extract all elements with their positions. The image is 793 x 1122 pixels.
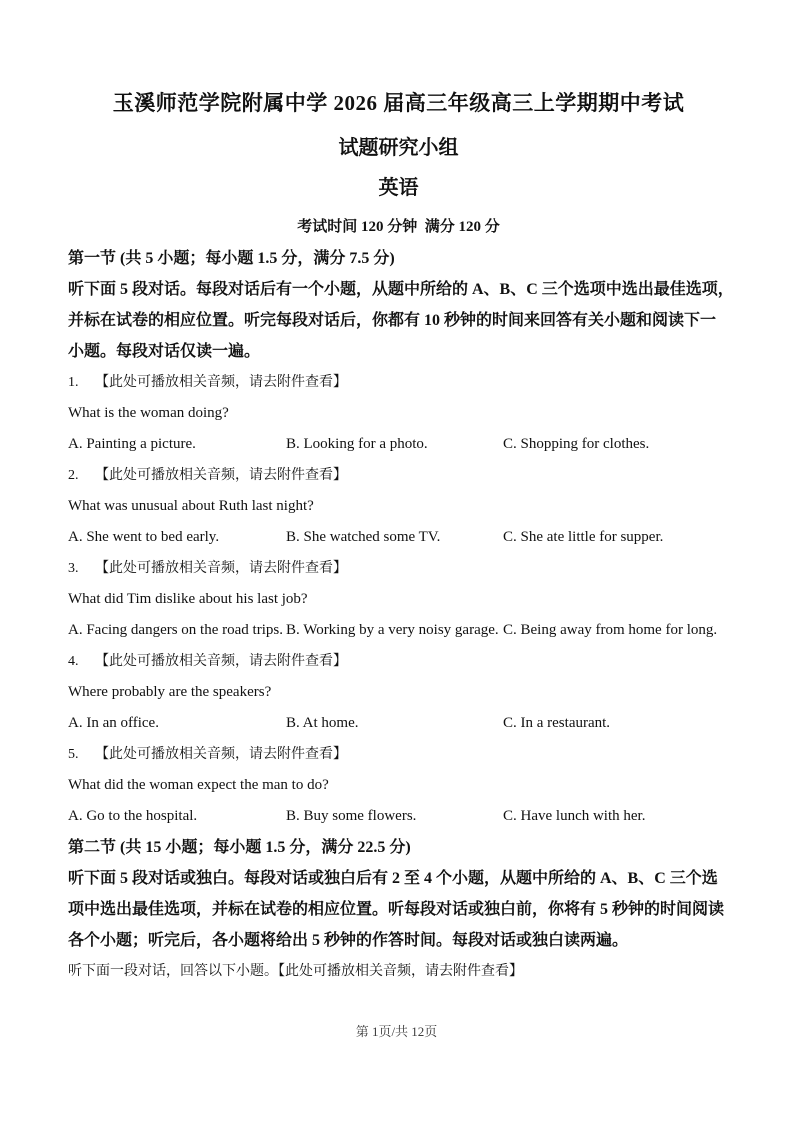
option-c: C. In a restaurant. [503, 715, 611, 731]
audio-placeholder-note: 【此处可播放相关音频，请去附件查看】 [95, 468, 347, 483]
section-2-instruction-line: 各个小题；听完后，各小题将给出 5 秒钟的作答时间。每段对话或独白读两遍。 [68, 932, 629, 949]
question-text: What did the woman expect the man to do? [68, 777, 329, 793]
option-c: C. She ate little for supper. [503, 529, 664, 545]
section-2-instruction-line: 项中选出最佳选项，并标在试卷的相应位置。听每段对话或独白前，你将有 5 秒钟的时间阅读 [68, 901, 725, 918]
exam-subtitle: 试题研究小组 [338, 137, 459, 159]
options-row [68, 615, 729, 646]
section-2-instruction-line: 听下面 5 段对话或独白。每段对话或独白后有 2 至 4 个小题，从题中所给的 A、B、C 三个选 [68, 870, 718, 887]
audio-placeholder-note: 【此处可播放相关音频，请去附件查看】 [95, 654, 347, 669]
question-text: Where probably are the speakers? [68, 684, 272, 700]
section-1-heading: 第一节 (共 5 小题；每小题 1.5 分，满分 7.5 分) [68, 250, 395, 267]
exam-title: 玉溪师范学院附属中学 2026 届高三年级高三上学期期中考试 [112, 91, 685, 115]
dialog-intro-line: 听下面一段对话，回答以下小题。【此处可播放相关音频，请去附件查看】 [68, 964, 523, 979]
question-text: What did Tim dislike about his last job? [68, 591, 308, 607]
audio-note-line [68, 367, 729, 398]
audio-placeholder-note: 【此处可播放相关音频，请去附件查看】 [95, 747, 347, 762]
option-b: B. Working by a very noisy garage. [286, 622, 499, 638]
question-item-2 [68, 460, 729, 553]
option-c: C. Being away from home for long. [503, 622, 718, 638]
options-row [68, 801, 729, 832]
options-row [68, 708, 729, 739]
subject-title: 英语 [378, 177, 419, 199]
audio-placeholder-note: 【此处可播放相关音频，请去附件查看】 [95, 375, 347, 390]
question-item-5 [68, 739, 729, 832]
audio-placeholder-note: 【此处可播放相关音频，请去附件查看】 [95, 561, 347, 576]
question-item-3 [68, 553, 729, 646]
options-row [68, 522, 729, 553]
option-c: C. Shopping for clothes. [503, 436, 650, 452]
option-a: A. Painting a picture. [68, 436, 196, 452]
section-1-instruction-line: 并标在试卷的相应位置。听完每段对话后，你都有 10 秒钟的时间来回答有关小题和阅读下一 [68, 312, 717, 329]
option-b: B. She watched some TV. [286, 529, 441, 545]
question-number: 1. [68, 375, 79, 390]
exam-info: 考试时间 120 分钟 满分 120 分 [297, 219, 500, 235]
options-row [68, 429, 729, 460]
exam-body [68, 243, 734, 987]
option-b: B. Looking for a photo. [286, 436, 428, 452]
option-b: B. At home. [286, 715, 359, 731]
section-2-heading: 第二节 (共 15 小题；每小题 1.5 分，满分 22.5 分) [68, 839, 411, 856]
option-b: B. Buy some flowers. [286, 808, 417, 824]
question-item-1 [68, 367, 729, 460]
audio-note-line [68, 553, 729, 584]
audio-note-line [68, 739, 729, 770]
section-1-instruction-line: 听下面 5 段对话。每段对话后有一个小题，从题中所给的 A、B、C 三个选项中选出最佳选项， [68, 281, 734, 298]
option-c: C. Have lunch with her. [503, 808, 646, 824]
question-number: 3. [68, 561, 79, 576]
question-number: 5. [68, 747, 79, 762]
question-text: What was unusual about Ruth last night? [68, 498, 314, 514]
page-footer: 第 1页/共 12页 [355, 1024, 438, 1039]
section-1-instruction-line: 小题。每段对话仅读一遍。 [68, 343, 261, 360]
audio-note-line [68, 646, 729, 677]
option-a: A. In an office. [68, 715, 159, 731]
option-a: A. Facing dangers on the road trips. [68, 622, 283, 638]
question-text: What is the woman doing? [68, 405, 229, 421]
question-number: 2. [68, 468, 79, 483]
audio-note-line [68, 460, 729, 491]
option-a: A. Go to the hospital. [68, 808, 198, 824]
question-item-4 [68, 646, 729, 739]
question-number: 4. [68, 654, 79, 669]
option-a: A. She went to bed early. [68, 529, 220, 545]
